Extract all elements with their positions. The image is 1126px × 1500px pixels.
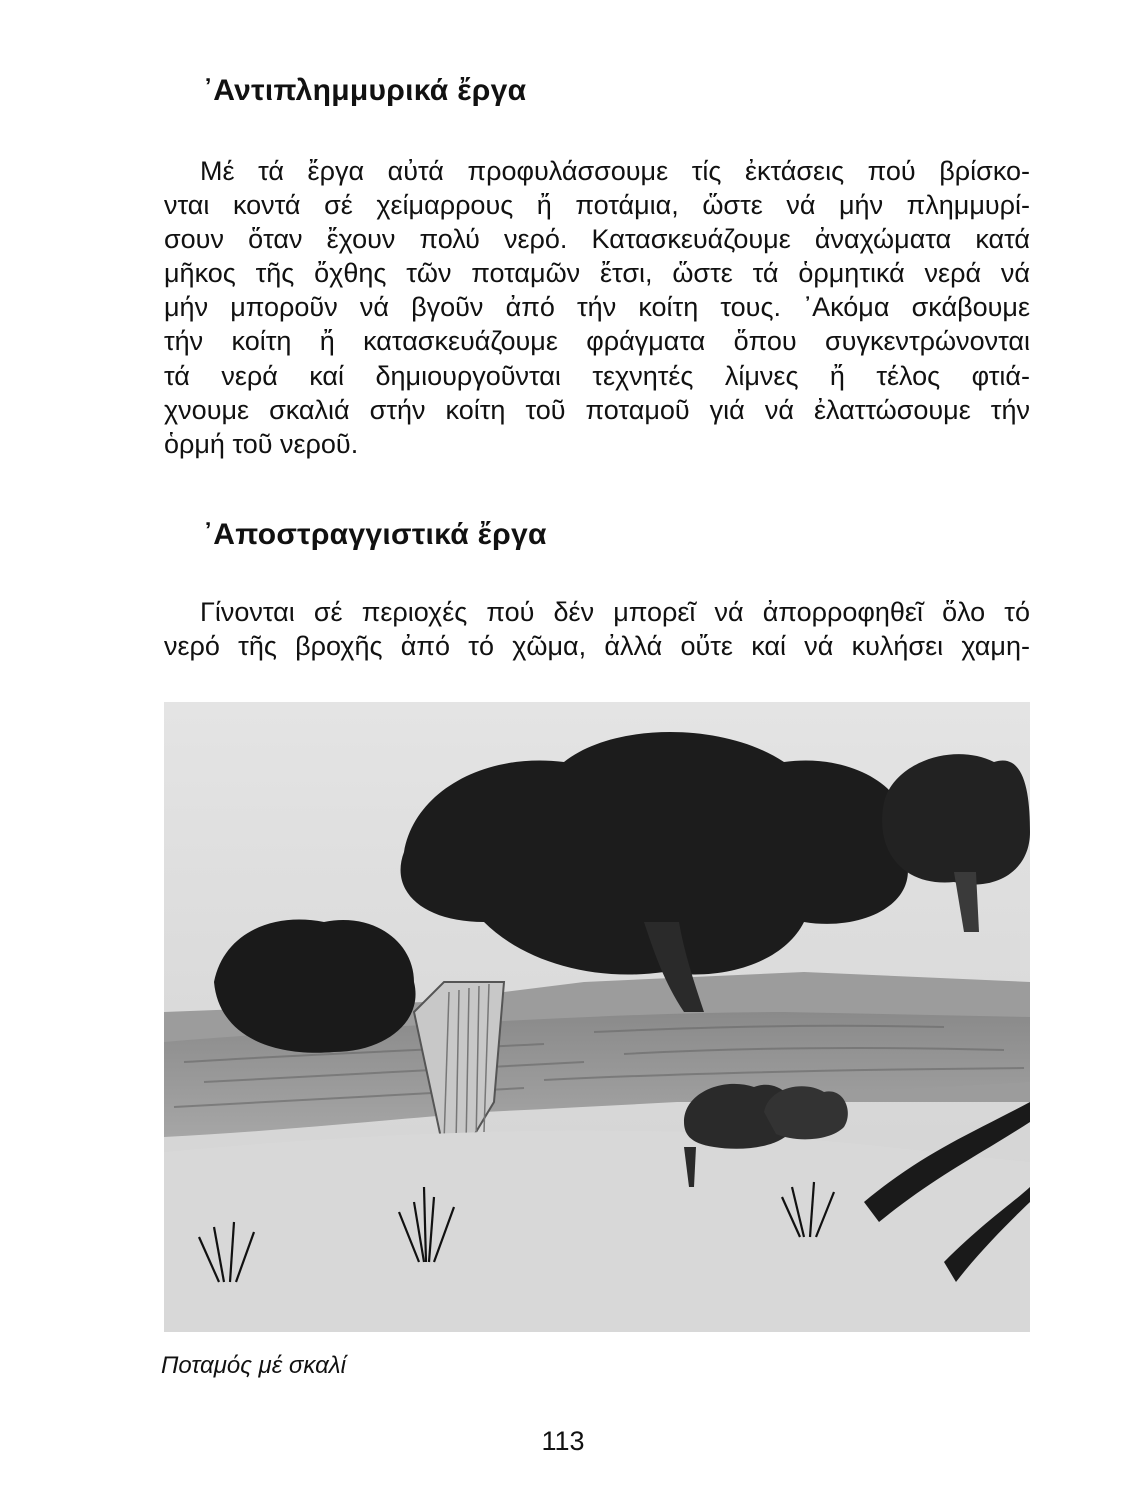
figure-caption: Ποταμός μέ σκαλί [161, 1352, 346, 1379]
page-number: 113 [541, 1426, 585, 1456]
text-line: μήν μποροῦν νά βγοῦν ἀπό τήν κοίτη τους. ᾿Ακόμα σκάβουμε [164, 292, 1030, 323]
river-with-step-illustration [164, 682, 1030, 1332]
text-line: μῆκος τῆς ὄχθης τῶν ποταμῶν ἔτσι, ὥστε τά ὁρμητικά νερά νά [164, 258, 1030, 289]
text-line: νερό τῆς βροχῆς ἀπό τό χῶμα, ἀλλά οὔτε καί νά κυλήσει χαμη- [164, 631, 1030, 662]
text-line: σουν ὅταν ἔχουν πολύ νερό. Κατασκευάζουμε ἀναχώματα κατά [164, 224, 1030, 255]
text-line: χνουμε σκαλιά στήν κοίτη τοῦ ποταμοῦ γιά νά ἐλαττώσουμε τήν [164, 394, 1030, 425]
text-line: Μέ τά ἔργα αὐτά προφυλάσσουμε τίς ἐκτάσεις πού βρίσκο- [200, 156, 1030, 186]
section-heading-drainage-works: ᾿Αποστραγγιστικά ἔργα [203, 518, 547, 551]
text-line: τήν κοίτη ἤ κατασκευάζουμε φράγματα ὅπου συγκεντρώνονται [164, 326, 1030, 357]
text-line: Γίνονται σέ περιοχές πού δέν μπορεῖ νά ἀπορροφηθεῖ ὅλο τό [200, 597, 1030, 627]
text-line: νται κοντά σέ χείμαρρους ἤ ποτάμια, ὥστε νά μήν πλημμυρί- [164, 190, 1030, 221]
text-line: τά νερά καί δημιουργοῦνται τεχνητές λίμνες ἤ τέλος φτιά- [164, 360, 1030, 391]
text-line: ὁρμή τοῦ νεροῦ. [164, 428, 359, 459]
paragraph-flood-works [164, 154, 1030, 461]
section-heading-flood-works: ᾿Αντιπλημμυρικά ἔργα [203, 74, 527, 107]
paragraph-drainage-works [164, 595, 1030, 663]
